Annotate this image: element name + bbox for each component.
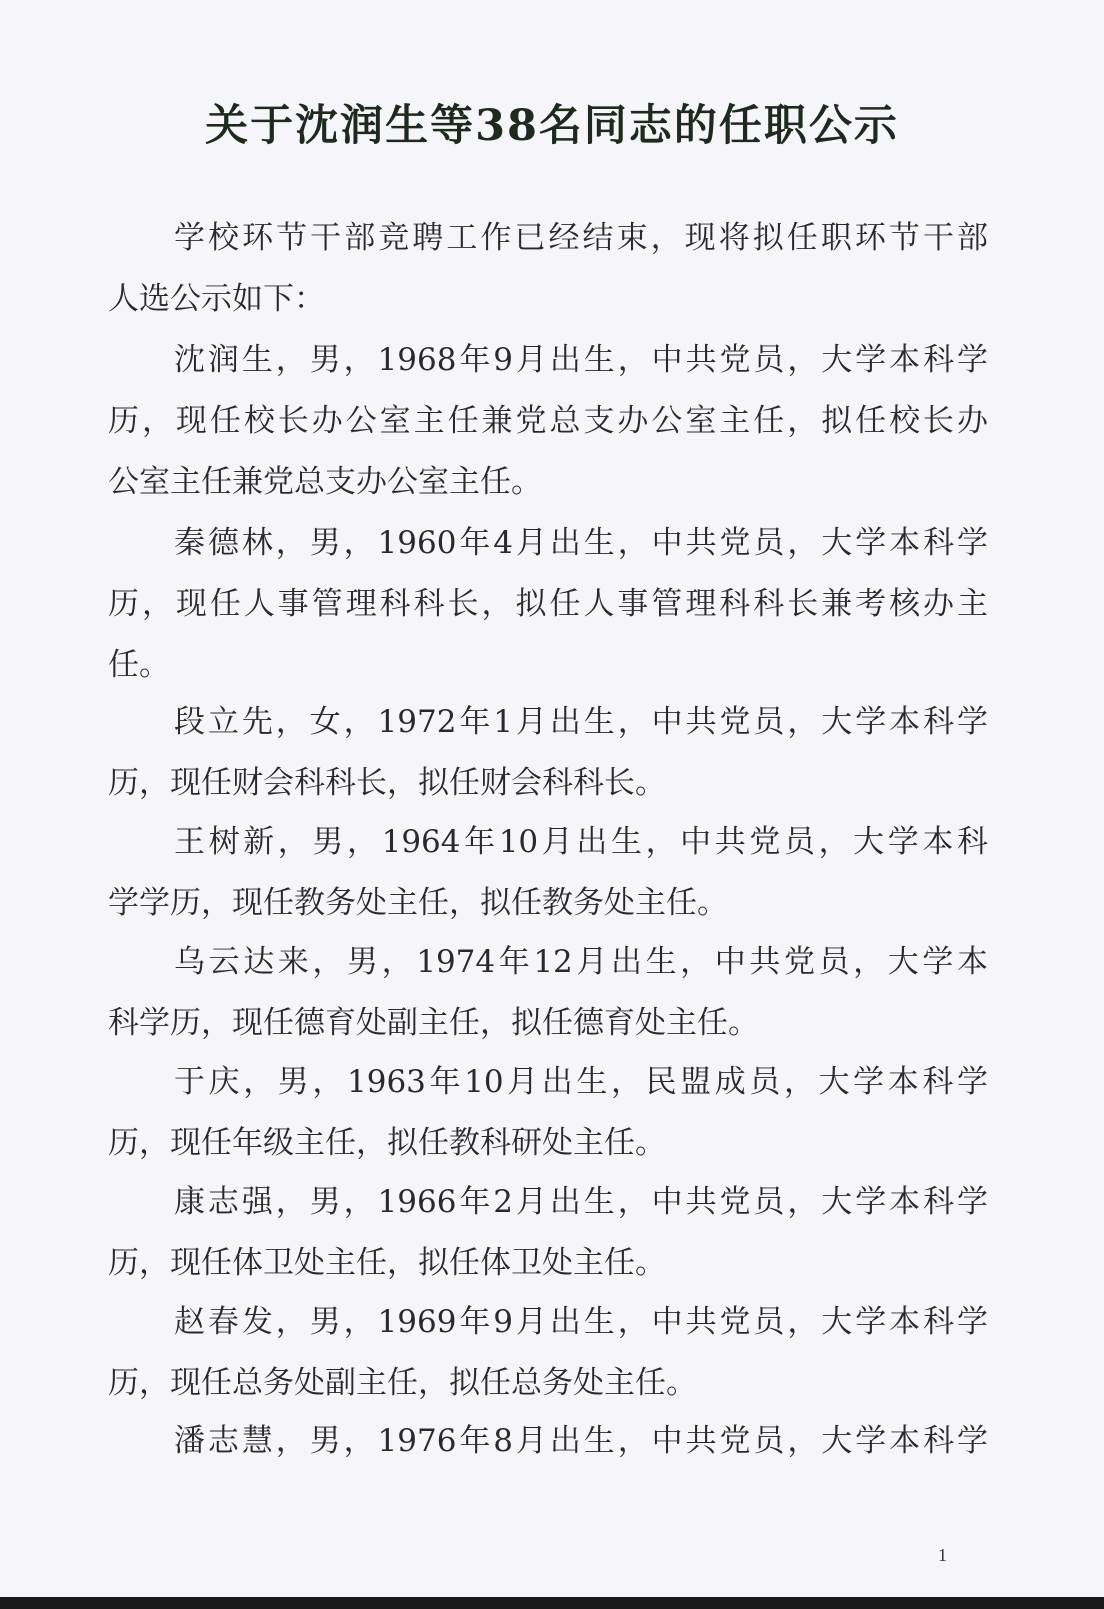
text-line: 于庆，男，1963年10月出生，民盟成员，大学本科学: [174, 1064, 988, 1100]
text-line: 王树新，男，1964年10月出生，中共党员，大学本科: [174, 824, 988, 860]
text-line: 潘志慧，男，1976年8月出生，中共党员，大学本科学: [174, 1423, 988, 1459]
text-line: 历，现任校长办公室主任兼党总支办公室主任，拟任校长办: [108, 403, 988, 439]
paragraph-duan-lixian: [108, 692, 988, 814]
text-line: 历，现任总务处副主任，拟任总务处主任。: [108, 1365, 697, 1401]
text-line: 赵春发，男，1969年9月出生，中共党员，大学本科学: [174, 1304, 988, 1340]
text-line: 历，现任年级主任，拟任教科研处主任。: [108, 1125, 666, 1161]
text-line: 人选公示如下：: [108, 281, 325, 317]
paragraph-pan-zhihui: [108, 1411, 988, 1472]
paragraph-kang-zhiqiang: [108, 1172, 988, 1294]
text-line: 学学历，现任教务处主任，拟任教务处主任。: [108, 885, 728, 921]
text-line: 公室主任兼党总支办公室主任。: [108, 464, 542, 500]
text-line: 历，现任财会科科长，拟任财会科科长。: [108, 765, 666, 801]
paragraph-intro: [108, 208, 988, 330]
text-line: 段立先，女，1972年1月出生，中共党员，大学本科学: [174, 704, 988, 740]
paragraph-shen-runsheng: [108, 330, 988, 513]
text-line: 康志强，男，1966年2月出生，中共党员，大学本科学: [174, 1184, 988, 1220]
text-line: 历，现任人事管理科科长，拟任人事管理科科长兼考核办主: [108, 586, 988, 622]
text-line: 沈润生，男，1968年9月出生，中共党员，大学本科学: [174, 342, 988, 378]
page-number: 1: [938, 1545, 947, 1565]
text-line: 秦德林，男，1960年4月出生，中共党员，大学本科学: [174, 525, 988, 561]
text-line: 历，现任体卫处主任，拟任体卫处主任。: [108, 1245, 666, 1281]
text-line: 任。: [108, 647, 170, 683]
paragraph-zhao-chunfa: [108, 1292, 988, 1414]
document-title: 关于沈润生等38名同志的任职公示: [205, 101, 899, 151]
text-line: 科学历，现任德育处副主任，拟任德育处主任。: [108, 1005, 759, 1041]
scan-edge-border: [0, 1597, 1104, 1609]
text-line: 学校环节干部竞聘工作已经结束，现将拟任职环节干部: [174, 220, 988, 256]
paragraph-wuyun-dalai: [108, 932, 988, 1054]
paragraph-yu-qing: [108, 1052, 988, 1174]
text-line: 乌云达来，男，1974年12月出生，中共党员，大学本: [174, 944, 988, 980]
paragraph-wang-shuxin: [108, 812, 988, 934]
paragraph-qin-delin: [108, 513, 988, 696]
